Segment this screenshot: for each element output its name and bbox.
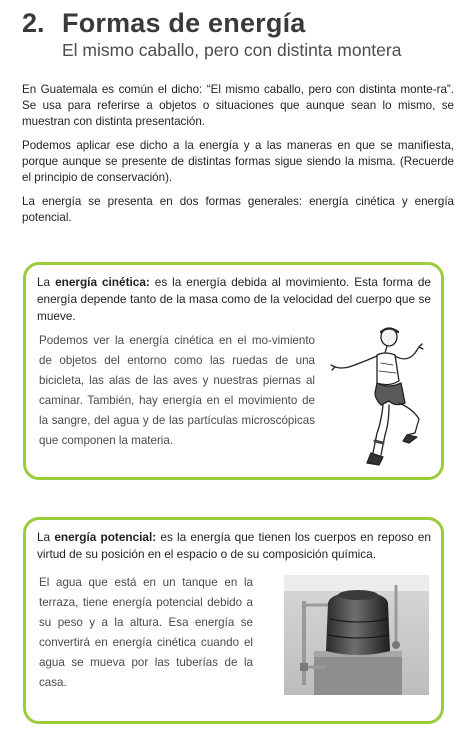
potential-energy-box xyxy=(23,517,444,724)
section-heading xyxy=(22,8,462,61)
potential-lead-text: es la energía que tienen los cuerpos en reposo en virtud de su posición en el espacio o de su composición química. xyxy=(37,530,431,561)
intro-text xyxy=(22,82,454,234)
potential-body: El agua que está en un tanque en la terraza, tiene energía potencial debido a su peso y a la altura. Esa energía se convertirá en energía cinética cuando el agua se mueva por las tuberías de la casa. xyxy=(39,576,253,689)
kinetic-term: energía cinética: xyxy=(55,275,150,289)
intro-paragraph-1: En Guatemala es común el dicho: “El mismo caballo, pero con distinta monte-ra”. Se usa para referirse a objetos o situaciones que aunque sean lo mismo, se muestran con distinta presentación. xyxy=(22,83,454,128)
intro-paragraph-2: Podemos aplicar ese dicho a la energía y a las maneras en que se manifiesta, porque aunque se presente de distintas formas sigue siendo la misma. (Recuerde el principio de conservación). xyxy=(22,139,454,184)
section-title: Formas de energía xyxy=(62,8,306,38)
intro-paragraph-3: La energía se presenta en dos formas generales: energía cinética y energía potencial. xyxy=(22,195,454,224)
potential-term: energía potencial: xyxy=(54,530,157,544)
water-tank-photo xyxy=(284,575,429,695)
kinetic-body: Podemos ver la energía cinética en el mo-vimiento de objetos del entorno como las ruedas de una bicicleta, las alas de las aves y nuestras piernas al caminar. También, hay energía en el movimiento de la sangre, del agua y de las partículas microscópicas que componen la materia. xyxy=(39,334,315,447)
section-number: 2. xyxy=(22,8,45,38)
kinetic-lead-text: es la energía debida al movimiento. Esta forma de energía depende tanto de la masa como de la velocidad del cuerpo que se mueve. xyxy=(37,275,431,323)
section-subtitle: El mismo caballo, pero con distinta montera xyxy=(62,40,402,60)
runner-illustration xyxy=(319,323,439,473)
kinetic-energy-box xyxy=(23,262,444,480)
kinetic-lead-prefix: La xyxy=(37,275,51,289)
potential-lead-prefix: La xyxy=(37,530,51,544)
potential-definition xyxy=(37,529,431,563)
kinetic-definition xyxy=(37,274,431,325)
